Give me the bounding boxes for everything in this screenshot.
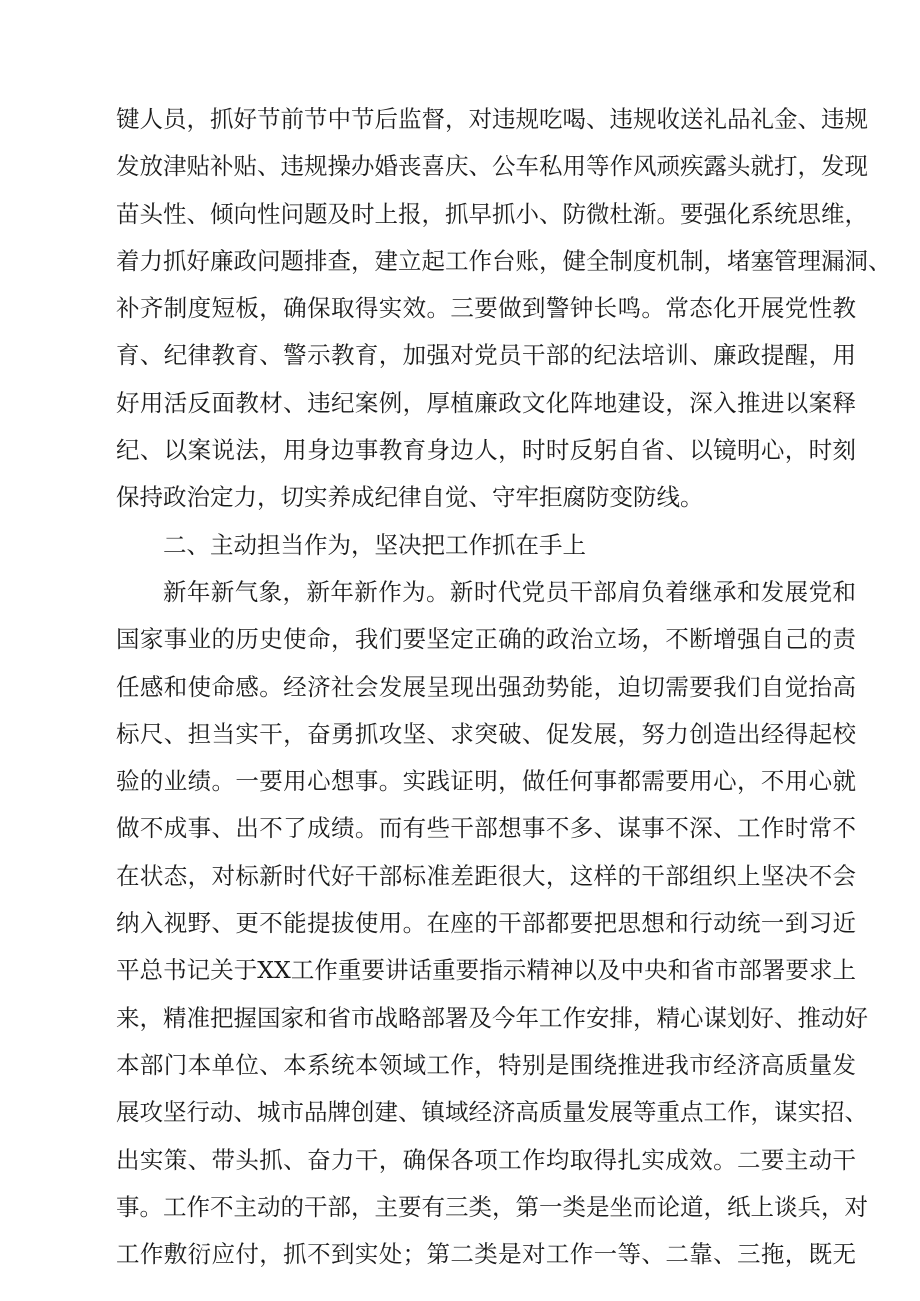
body-line: 平总书记关于XX工作重要讲话重要指示精神以及中央和省市部署要求上 <box>116 956 856 985</box>
body-line: 纪、以案说法，用身边事教育身边人，时时反躬自省、以镜明心，时刻 <box>116 436 856 465</box>
body-line: 工作敷衍应付，抓不到实处；第二类是对工作一等、二靠、三拖，既无 <box>116 1240 856 1269</box>
body-line: 好用活反面教材、违纪案例，厚植廉政文化阵地建设，深入推进以案释 <box>116 388 856 417</box>
body-line: 纳入视野、更不能提拔使用。在座的干部都要把思想和行动统一到习近 <box>116 909 856 938</box>
body-line: 发放津贴补贴、违规操办婚丧喜庆、公车私用等作风顽疾露头就打，发现 <box>116 152 868 181</box>
body-line: 补齐制度短板，确保取得实效。三要做到警钟长鸣。常态化开展党性教 <box>116 294 856 323</box>
body-line: 验的业绩。一要用心想事。实践证明，做任何事都需要用心，不用心就 <box>116 767 856 796</box>
document-body <box>116 96 892 1278</box>
body-line: 育、纪律教育、警示教育，加强对党员干部的纪法培训、廉政提醒，用 <box>116 341 856 370</box>
body-line: 国家事业的历史使命，我们要坚定正确的政治立场，不断增强自己的责 <box>116 625 856 654</box>
body-line: 着力抓好廉政问题排查，建立起工作台账，健全制度机制，堵塞管理漏洞、 <box>116 246 892 275</box>
body-line: 做不成事、出不了成绩。而有些干部想事不多、谋事不深、工作时常不 <box>116 814 856 843</box>
body-line: 保持政治定力，切实养成纪律自觉、守牢拒腐防变防线。 <box>116 483 704 512</box>
body-line: 标尺、担当实干，奋勇抓攻坚、求突破、促发展，努力创造出经得起校 <box>116 719 856 748</box>
body-line: 新年新气象，新年新作为。新时代党员干部肩负着继承和发展党和 <box>163 577 856 606</box>
body-line: 事。工作不主动的干部，主要有三类，第一类是坐而论道，纸上谈兵，对 <box>116 1192 868 1221</box>
body-line: 键人员，抓好节前节中节后监督，对违规吃喝、违规收送礼品礼金、违规 <box>116 105 868 133</box>
body-line: 在状态，对标新时代好干部标准差距很大，这样的干部组织上坚决不会 <box>116 861 856 890</box>
body-line: 本部门本单位、本系统本领域工作，特别是围绕推进我市经济高质量发 <box>116 1050 856 1079</box>
body-line: 出实策、带头抓、奋力干，确保各项工作均取得扎实成效。二要主动干 <box>116 1145 856 1174</box>
section-heading: 二、主动担当作为，坚决把工作抓在手上 <box>163 530 586 559</box>
body-line: 苗头性、倾向性问题及时上报，抓早抓小、防微杜渐。要强化系统思维， <box>116 199 868 228</box>
body-line: 任感和使命感。经济社会发展呈现出强劲势能，迫切需要我们自觉抬高 <box>116 672 856 701</box>
body-line: 展攻坚行动、城市品牌创建、镇域经济高质量发展等重点工作，谋实招、 <box>116 1098 868 1127</box>
body-line: 来，精准把握国家和省市战略部署及今年工作安排，精心谋划好、推动好 <box>116 1003 868 1032</box>
